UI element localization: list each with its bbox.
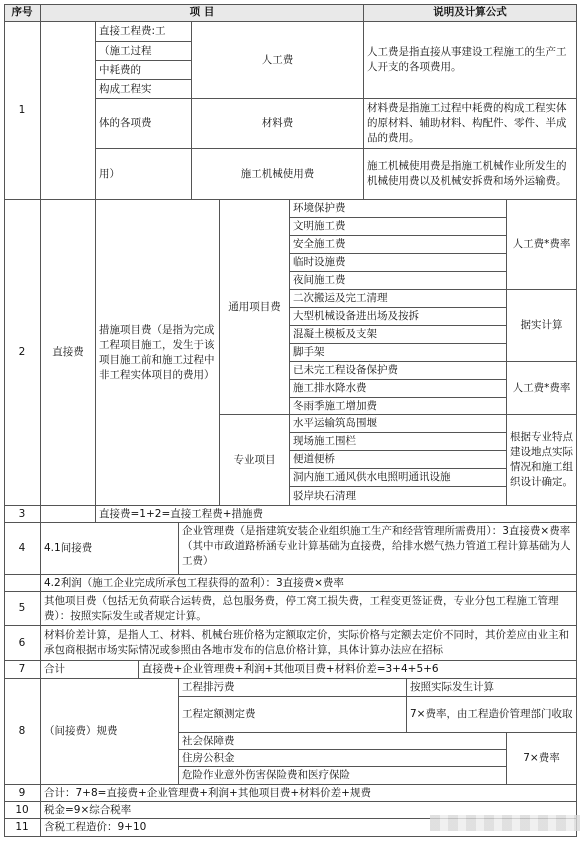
header-desc: 说明及计算公式	[364, 4, 577, 22]
general-item: 已未完工程设备保护费	[290, 362, 507, 380]
injury-insurance: 危险作业意外伤害保险费和医疗保险	[179, 767, 507, 785]
header-seq: 序号	[4, 4, 41, 22]
row7-seq: 7	[4, 661, 41, 679]
housing-fund: 住房公积金	[179, 750, 507, 767]
row8-seq: 8	[4, 679, 41, 785]
pollution-fee: 工程排污费	[179, 679, 407, 697]
subtotal-label: 合计	[41, 661, 139, 679]
row1-def-tail-1: 体的各项费	[96, 99, 192, 149]
labor-desc: 人工费是指直接从事建设工程施工的生产工人开支的各项费用。	[364, 22, 577, 99]
material-label: 材料费	[192, 99, 364, 149]
formula-actual: 据实计算	[507, 290, 577, 362]
special-item: 水平运输筑岛围堰	[290, 415, 507, 433]
total-formula: 合计：7+8=直接费+企业管理费+利润+其他项目费+材料价差+规费	[41, 785, 577, 802]
formula-special: 根据专业特点建设地点实际情况和施工组织设计确定。	[507, 415, 577, 506]
general-item: 环境保护费	[290, 200, 507, 218]
machine-label: 施工机械使用费	[192, 149, 364, 200]
other-items-desc: 其他项目费（包括无负荷联合运转费，总包服务费，停工窝工损失费，工程变更签证费，专业分包工程施工管理费）：按照实际发生或者规定计算。	[41, 592, 577, 626]
quota-fee-desc: 7×费率，由工程造价管理部门收取	[407, 697, 577, 733]
measure-cost-desc: 措施项目费（是指为完成工程项目施工，发生于该项目施工前和施工过程中非工程实体项目的费用）	[96, 200, 220, 506]
general-item: 脚手架	[290, 344, 507, 362]
row1-spacer	[41, 22, 96, 200]
special-item: 便道便桥	[290, 451, 507, 469]
social-security-fee: 社会保障费	[179, 733, 507, 750]
machine-desc: 施工机械使用费是指施工机械作业所发生的机械使用费以及机械安拆费和场外运输费。	[364, 149, 577, 200]
row1-def-line-3: 中耗费的	[96, 61, 192, 80]
general-item: 临时设施费	[290, 254, 507, 272]
general-item: 夜间施工费	[290, 272, 507, 290]
general-item: 安全施工费	[290, 236, 507, 254]
statutory-rate: 7×费率	[507, 733, 577, 785]
special-item: 驳岸块石清理	[290, 487, 507, 506]
material-diff-desc: 材料价差计算，是指人工、材料、机械台班价格为定额取定价，实际价格与定额去定价不同时，其价差应由业主和承包商根据市场实际情况或参照由各地市发布的信息价格计算，具体计算办法应在招标	[41, 626, 577, 661]
watermark-smudge	[430, 815, 580, 831]
indirect-cost-label: 4.1间接费	[41, 523, 179, 575]
subtotal-formula: 直接费+企业管理费+利润+其他项目费+材料价差=3+4+5+6	[139, 661, 577, 679]
formula-labor-rate-a: 人工费*费率	[507, 200, 577, 290]
profit-desc: 4.2利润（施工企业完成所承包工程获得的盈利）：3直接费×费率	[41, 575, 577, 592]
general-item: 冬雨季施工增加费	[290, 398, 507, 415]
row1-def-line-4: 构成工程实	[96, 80, 192, 99]
row9-seq: 9	[4, 785, 41, 802]
general-items-label: 通用项目费	[220, 200, 290, 415]
row4-seq: 4	[4, 523, 41, 575]
general-item: 大型机械设备进出场及按拆	[290, 308, 507, 326]
special-item: 洞内施工通风供水电照明通讯设施	[290, 469, 507, 487]
row4b-seq-blank	[4, 575, 41, 592]
row1-def-line-1: 直接工程费:工	[96, 22, 192, 42]
general-item: 二次搬运及完工清理	[290, 290, 507, 308]
row1-def-line-2: （施工过程	[96, 42, 192, 61]
row10-seq: 10	[4, 802, 41, 819]
pollution-fee-desc: 按照实际发生计算	[407, 679, 577, 697]
direct-cost-formula: 直接费=1+2=直接工程费+措施费	[96, 506, 577, 523]
statutory-fee-label: （间接费）规费	[41, 679, 179, 785]
general-item: 施工排水降水费	[290, 380, 507, 398]
row1-def-tail-2: 用）	[96, 149, 192, 200]
formula-labor-rate-b: 人工费*费率	[507, 362, 577, 415]
quota-fee: 工程定额测定费	[179, 697, 407, 733]
management-fee-desc: 企业管理费（是指建筑安装企业组织施工生产和经营管理所需费用）：3直接费×费率（其中市政道路桥涵专业计算基础为直接费，给排水燃气热力管道工程计算基础为人工费）	[179, 523, 577, 575]
row6-seq: 6	[4, 626, 41, 661]
taxed-cost-formula: 含税工程造价：9+10	[41, 819, 577, 837]
general-item: 文明施工费	[290, 218, 507, 236]
material-desc: 材料费是指施工过程中耗费的构成工程实体的原材料、辅助材料、构配件、零件、半成品的费用。	[364, 99, 577, 149]
special-items-label: 专业项目	[220, 415, 290, 506]
row3-seq: 3	[4, 506, 41, 523]
special-item: 现场施工围栏	[290, 433, 507, 451]
tax-formula: 税金=9×综合税率	[41, 802, 577, 819]
row11-seq: 11	[4, 819, 41, 837]
row3-spacer	[41, 506, 96, 523]
direct-cost-label: 直接费	[41, 200, 96, 506]
header-item: 项 目	[41, 4, 364, 22]
row2-seq: 2	[4, 200, 41, 506]
general-item: 混凝土模板及支架	[290, 326, 507, 344]
row5-seq: 5	[4, 592, 41, 626]
labor-label: 人工费	[192, 22, 364, 99]
row1-seq: 1	[4, 22, 41, 200]
